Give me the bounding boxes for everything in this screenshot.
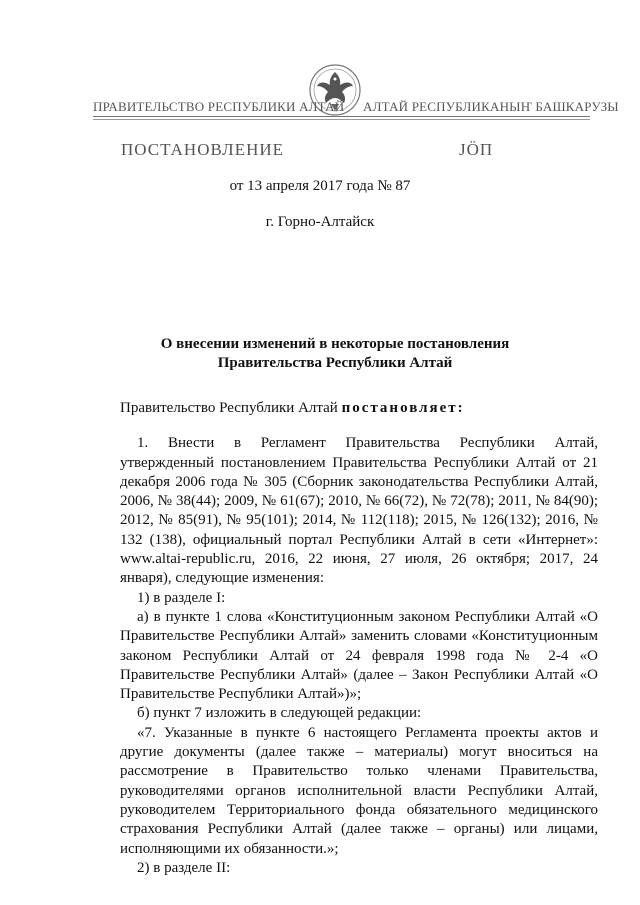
paragraph-3: а) в пункте 1 слова «Конституционным законом Республики Алтай «О Правительстве Республики Алтай» заменить словами «Конституционным законом Республики Алтай от 24 февраля 1998 года № 2-4 «О Правительстве Республики Алтай» (далее – Закон Республики Алтай «О Правительстве Республики Алтай»)»; xyxy=(120,608,598,703)
header-divider xyxy=(93,116,590,117)
document-date-number: от 13 апреля 2017 года № 87 xyxy=(229,178,411,194)
header-divider-secondary xyxy=(93,119,590,120)
document-body xyxy=(120,399,598,878)
resolution-intro xyxy=(120,399,598,418)
paragraph-6: 2) в разделе II: xyxy=(137,859,231,876)
document-title-line-2: Правительства Республики Алтай xyxy=(217,355,453,371)
government-name-russian: ПРАВИТЕЛЬСТВО РЕСПУБЛИКИ АЛТАЙ xyxy=(93,99,345,114)
document-title-line-1: О внесении изменений в некоторые постановления xyxy=(160,336,510,352)
document-type-altai: JÖП xyxy=(459,140,494,159)
paragraph-1: 1. Внести в Регламент Правительства Республики Алтай, утвержденный постановлением Правительства Республики Алтай от 21 декабря 2006 года № 305 (Сборник законодательства Республики Алтай, 2006, № 38(44); 2009, № 61(67); 2010, № 66(72), № 72(78); 2011, № 84(90); 2012, № 85(91), № 95(101); 2014, № 112(118); 2015, № 126(132); 2016, № 132 (138), официальный портал Республики Алтай в сети «Интернет»: www.altai-republic.ru, 2016, 22 июня, 27 июля, 26 октября; 2017, 24 января), следующие изменения: xyxy=(120,435,598,587)
intro-text: Правительство Республики Алтай xyxy=(120,400,342,416)
paragraph-2: 1) в разделе I: xyxy=(137,589,226,606)
document-type-russian: ПОСТАНОВЛЕНИЕ xyxy=(121,140,285,159)
intro-resolves: постановляет: xyxy=(341,400,465,416)
government-name-altai: АЛТАЙ РЕСПУБЛИКАНЫҤ БАШКАРУЗЫ xyxy=(363,99,619,114)
document-city: г. Горно-Алтайск xyxy=(265,214,375,230)
paragraph-4: б) пункт 7 изложить в следующей редакции: xyxy=(137,705,422,722)
paragraph-5: «7. Указанные в пункте 6 настоящего Регламента проекты актов и другие документы (далее также – материалы) могут вноситься на рассмотрение в Правительство только членами Правительства, руководителями органов исполнительной власти Республики Алтай, руководителем Территориального фонда обязательного медицинского страхования Республики Алтай (далее также – органы) или лицами, исполняющими их обязанности.»; xyxy=(120,724,598,857)
document-title xyxy=(100,335,570,373)
